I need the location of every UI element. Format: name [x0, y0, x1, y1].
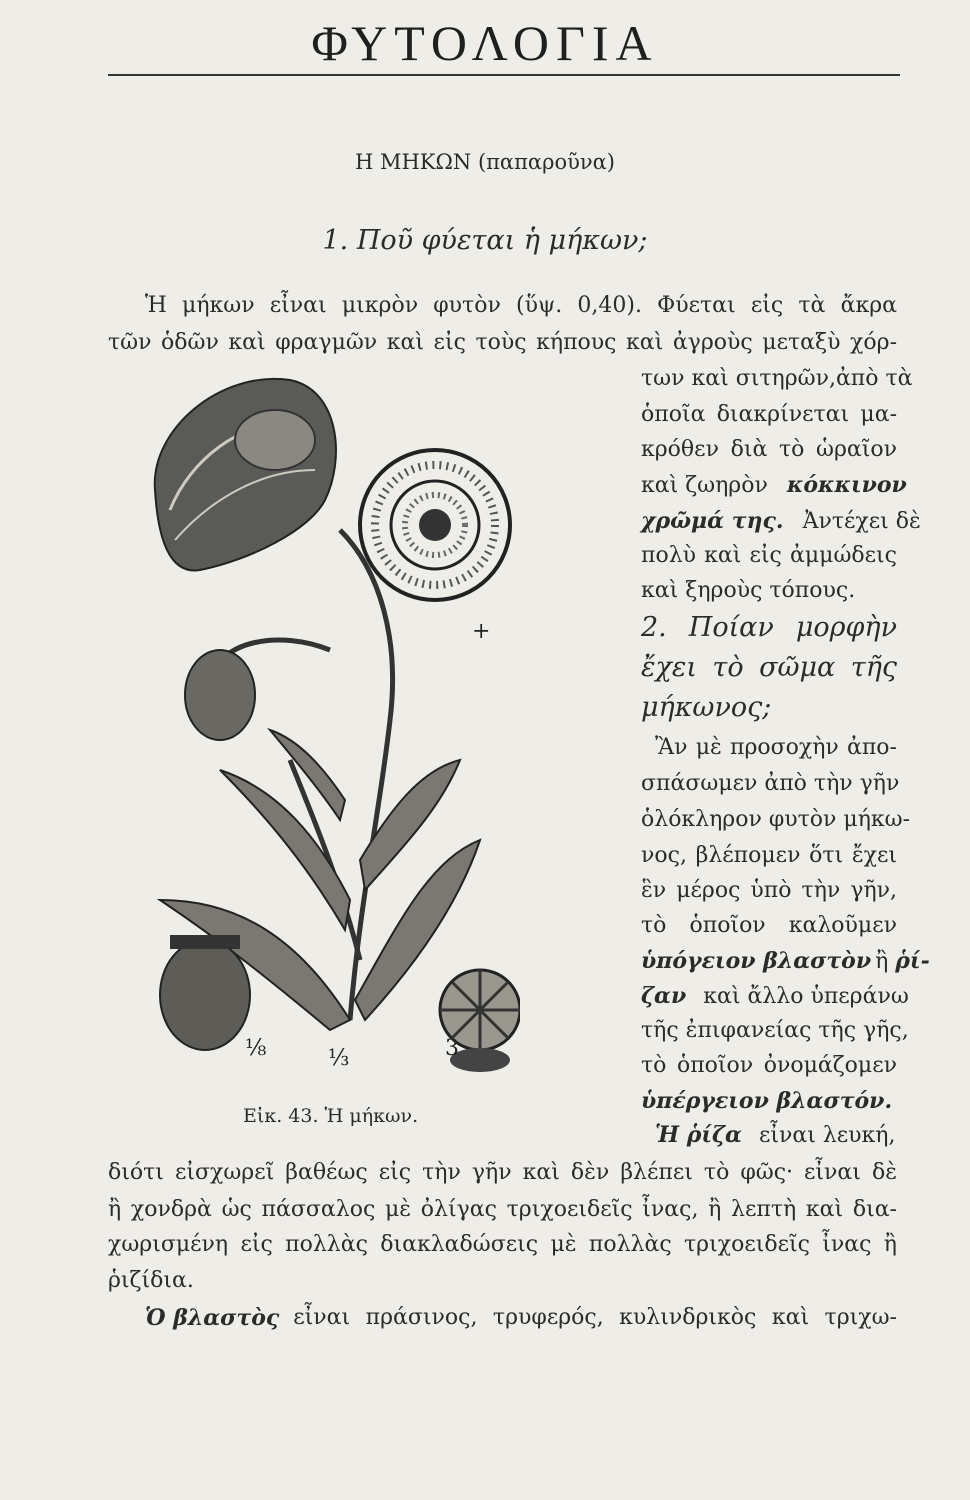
figure-caption: Εἰκ. 43. Ἡ μήκων. [243, 1105, 419, 1127]
capsule-cross-section-icon [360, 450, 510, 600]
paragraph-line: νος, βλέπομεν ὅτι ἔχει [641, 843, 897, 868]
scale-label: 3 [445, 1036, 459, 1061]
paragraph-line: σπάσωμεν ἀπὸ τὴν γῆν [641, 771, 900, 796]
paragraph-line [641, 508, 921, 534]
paragraph-line: ὁλόκληρον φυτὸν μήκω- [641, 807, 911, 832]
paragraph-line: ὁποῖα διακρίνεται μα- [641, 402, 897, 427]
paragraph-line: διότι εἰσχωρεῖ βαθέως εἰς τὴν γῆν καὶ δὲν βλέπει τὸ φῶς· εἶναι δὲ [108, 1160, 897, 1185]
paragraph-line: χωρισμένη εἰς πολλὰς διακλαδώσεις μὲ πολλὰς τριχοειδεῖς ἶνας ἢ [108, 1232, 897, 1257]
paragraph-line [641, 472, 907, 498]
bold-term: ῥί- [895, 948, 930, 974]
paragraph-line: τῶν ὁδῶν καὶ φραγμῶν καὶ εἰς τοὺς κήπους καὶ ἀγροὺς μεταξὺ χόρ- [108, 330, 897, 355]
bold-term: ὑπέργειον βλαστόν. [641, 1088, 893, 1114]
text-span: καὶ ἄλλο ὑπεράνω [703, 984, 909, 1009]
bold-term: Ἡ ῥίζα [655, 1122, 742, 1148]
paragraph-line: τὸ ὁποῖον καλοῦμεν [641, 913, 897, 938]
paragraph-line: ῥιζίδια. [108, 1268, 194, 1293]
paragraph-line: τὸ ὁποῖον ὀνομάζομεν [641, 1053, 897, 1078]
bold-term: χρῶμά της. [641, 508, 784, 534]
bud-icon [185, 650, 255, 740]
header-rule [108, 74, 900, 76]
bold-term: κόκκινον [786, 472, 907, 498]
paragraph-line [655, 1122, 895, 1148]
page-header: ΦΥΤΟΛΟΓΙΑ [311, 15, 659, 71]
text-span: εἶναι πράσινος, τρυφερός, κυλινδρικὸς καὶ τριχω- [293, 1305, 897, 1330]
paragraph-line: τῆς ἐπιφανείας τῆς γῆς, [641, 1018, 909, 1043]
paragraph-line: των καὶ σιτηρῶν,ἀπὸ τὰ [641, 366, 913, 391]
bold-term: Ὁ βλαστὸς [145, 1305, 280, 1331]
text-span: εἶναι λευκή, [758, 1123, 896, 1148]
paragraph-line: Ἂν μὲ προσοχὴν ἀπο- [655, 735, 897, 760]
paragraph-line: Ἡ μήκων εἶναι μικρὸν φυτὸν (ὕψ. 0,40). Φύεται εἰς τὰ ἄκρα [145, 293, 897, 318]
bold-term: ζαν [641, 983, 687, 1009]
section2-heading: ἔχει τὸ σῶμα τῆς [641, 652, 897, 683]
text-span: καὶ ζωηρὸν [641, 473, 768, 498]
text-span: ἢ [875, 949, 889, 974]
chapter-subtitle: Η ΜΗΚΩΝ (παπαροῦνα) [354, 150, 615, 174]
text-span: Ἀντέχει δὲ [802, 509, 921, 534]
section2-heading: μήκωνος; [641, 692, 772, 723]
bold-term: ὑπόγειον βλαστὸν [641, 948, 872, 974]
paragraph-line: κρόθεν διὰ τὸ ὡραῖον [641, 437, 897, 462]
scale-label: ⅛ [245, 1036, 267, 1061]
paragraph-line: καὶ ξηροὺς τόπους. [641, 578, 856, 603]
paragraph-line: πολὺ καὶ εἰς ἀμμώδεις [641, 543, 897, 568]
paragraph-line: ἓν μέρος ὑπὸ τὴν γῆν, [641, 878, 897, 903]
scale-label: ⅓ [328, 1046, 350, 1071]
paragraph-line: ἢ χονδρὰ ὡς πάσσαλος μὲ ὀλίγας τριχοειδεῖς ἶνας, ἢ λεπτὴ καὶ δια- [108, 1197, 897, 1222]
svg-text:+: + [472, 619, 491, 644]
paragraph-line [641, 948, 930, 974]
poppy-flower-icon [155, 379, 336, 571]
section1-heading: 1. Ποῦ φύεται ἡ μήκων; [322, 225, 648, 256]
paragraph-line [145, 1305, 897, 1331]
section2-heading: 2. Ποίαν μορφὴν [641, 612, 897, 643]
poppy-illustration [100, 340, 520, 1100]
paragraph-line [641, 983, 909, 1009]
